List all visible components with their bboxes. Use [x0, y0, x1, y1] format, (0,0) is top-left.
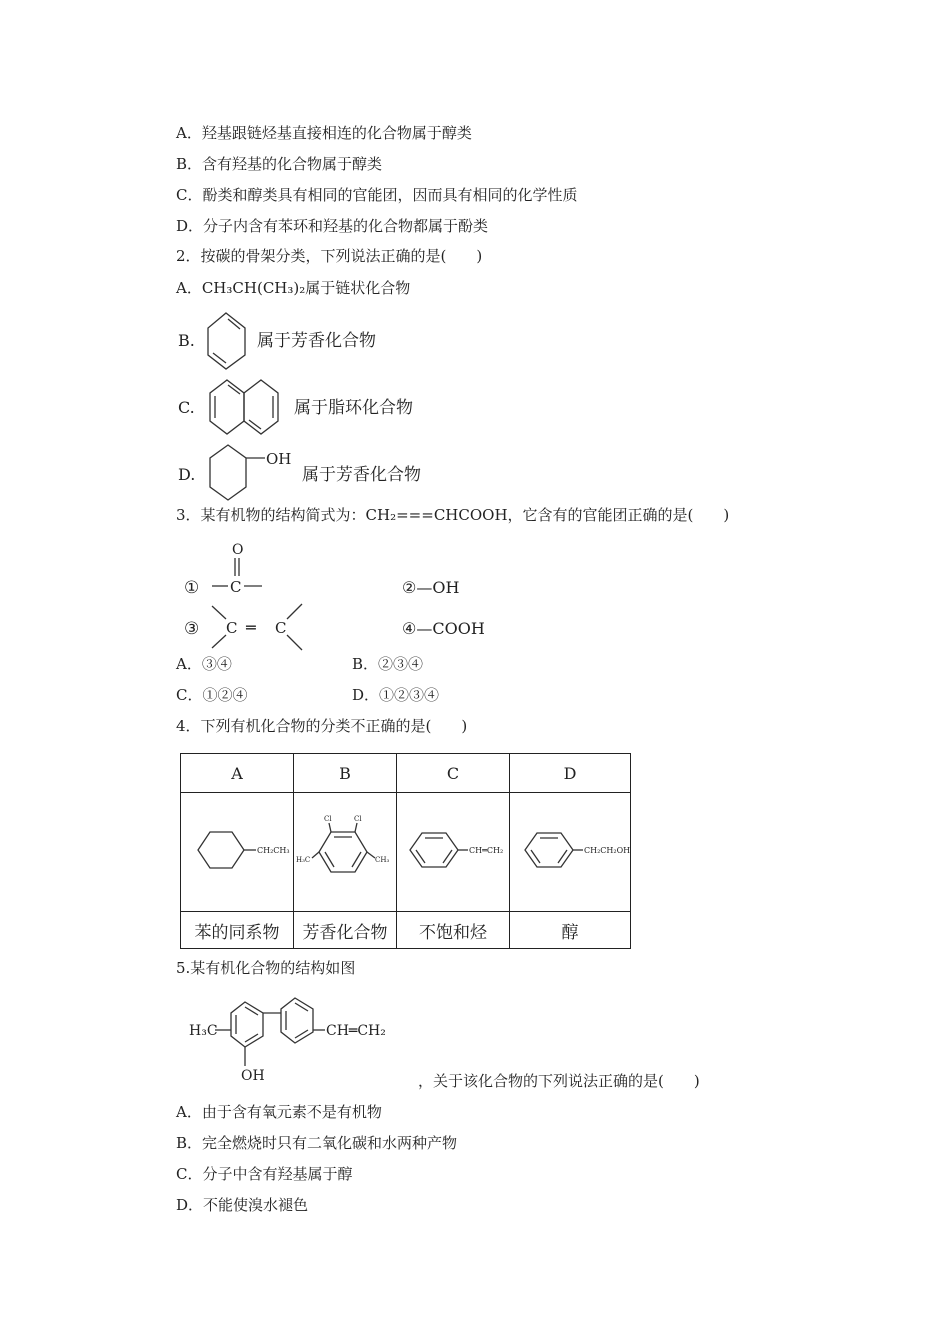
- q3-g1-o: O: [232, 542, 244, 558]
- q4-structure-c-cell: [397, 793, 510, 912]
- q4-sub-b-cl1: Cl: [324, 815, 332, 823]
- q4-stem: 4．下列有机化合物的分类不正确的是( ): [176, 717, 468, 735]
- ring-double-bond: [228, 385, 240, 394]
- q3-stem: 3．某有机物的结构简式为：CH₂===CHCOOH，它含有的官能团正确的是( ): [176, 506, 730, 524]
- q2-option-b-structure: [170, 310, 430, 376]
- q5-option-b: B．完全燃烧时只有二氧化碳和水两种产物: [176, 1134, 458, 1152]
- q4-sub-c: CH═CH₂: [469, 846, 504, 855]
- cl-bond: [355, 823, 357, 832]
- q2-b-text: 属于芳香化合物: [257, 331, 376, 351]
- dichloro-xylene-structure: [295, 810, 395, 890]
- ethylcyclohexane-structure: [182, 810, 292, 890]
- q5-option-d: D．不能使溴水褪色: [176, 1196, 309, 1214]
- q2-d-letter: D.: [178, 465, 196, 484]
- alkene-bond: [212, 635, 226, 648]
- q5-question: ，关于该化合物的下列说法正确的是( ): [418, 1072, 700, 1090]
- alkene-bond: [212, 606, 226, 619]
- q4-class-a: 苯的同系物: [181, 912, 294, 949]
- q3-g3-num: ③: [184, 619, 200, 639]
- alkene-bond: [287, 604, 302, 619]
- q1-option-b: B．含有羟基的化合物属于醇类: [176, 155, 383, 173]
- q4-structure-b-cell: [294, 793, 397, 912]
- q2-option-a: A．CH₃CH(CH₃)₂属于链状化合物: [176, 279, 411, 297]
- cl-bond: [329, 823, 331, 832]
- q3-g3-c1: C: [226, 619, 238, 637]
- q3-g3-c2: C: [275, 619, 287, 637]
- q2-b-letter: B.: [178, 331, 195, 350]
- q3-g1-c: C: [230, 578, 242, 596]
- q2-d-oh: OH: [266, 450, 292, 468]
- cyclohexane-ring: [198, 832, 244, 868]
- q3-g4: ④—COOH: [402, 619, 485, 638]
- q5-h3c: H₃C: [189, 1023, 218, 1039]
- q4-header-b: B: [294, 754, 397, 793]
- q1-option-a: A．羟基跟链烃基直接相连的化合物属于醇类: [176, 124, 472, 142]
- q2-stem: 2．按碳的骨架分类，下列说法正确的是( ): [176, 247, 483, 265]
- q4-class-b: 芳香化合物: [294, 912, 397, 949]
- q2-d-text: 属于芳香化合物: [302, 465, 421, 485]
- q4-sub-b-right: CH₃: [375, 856, 390, 864]
- q3-option-b: B．②③④: [352, 655, 424, 673]
- q1-option-d: D．分子内含有苯环和羟基的化合物都属于酚类: [176, 217, 489, 235]
- q4-sub-a: CH₂CH₃: [257, 846, 290, 855]
- q2-option-d-structure: [170, 440, 450, 506]
- q5-biphenyl-structure: [185, 990, 425, 1085]
- benzene-ring: [319, 832, 367, 872]
- q3-g2: ②—OH: [402, 578, 460, 597]
- q3-option-c: C．①②④: [176, 686, 248, 704]
- q4-structure-d-cell: [510, 793, 631, 912]
- alkene-bond: [287, 635, 302, 650]
- q4-table: [180, 753, 631, 949]
- ring-double-bond: [228, 319, 240, 329]
- phenylethanol-structure: [511, 810, 629, 890]
- q5-vinyl: CH═CH₂: [326, 1023, 386, 1039]
- q4-header-c: C: [397, 754, 510, 793]
- q3-g1-num: ①: [184, 578, 200, 598]
- q3-option-d: D．①②③④: [352, 686, 440, 704]
- q4-class-c: 不饱和烃: [397, 912, 510, 949]
- q5-option-a: A．由于含有氧元素不是有机物: [176, 1103, 382, 1121]
- q4-sub-d: CH₂CH₂OH: [584, 846, 631, 855]
- q4-class-d: 醇: [510, 912, 631, 949]
- q4-structure-a-cell: [181, 793, 294, 912]
- q5-option-c: C．分子中含有羟基属于醇: [176, 1165, 353, 1183]
- q5-stem: 5.某有机化合物的结构如图: [176, 959, 356, 977]
- q2-c-text: 属于脂环化合物: [294, 398, 413, 418]
- styrene-structure: [398, 810, 508, 890]
- q4-sub-b-left: H₃C: [296, 856, 311, 864]
- q3-option-a: A．③④: [176, 655, 232, 673]
- q2-c-letter: C.: [178, 398, 195, 417]
- methyl-bond: [312, 852, 319, 858]
- q3-functional-groups: [180, 536, 520, 656]
- q3-g3-eq: ═: [246, 618, 256, 637]
- cyclohexadiene-ring: [208, 313, 245, 369]
- cyclohexane-ring: [210, 445, 246, 500]
- q4-header-d: D: [510, 754, 631, 793]
- q1-option-c: C．酚类和醇类具有相同的官能团，因而具有相同的化学性质: [176, 186, 578, 204]
- ring-double-bond: [249, 420, 261, 429]
- q2-option-c-structure: [170, 375, 430, 441]
- q4-sub-b-cl2: Cl: [354, 815, 362, 823]
- q5-oh: OH: [241, 1068, 265, 1084]
- q4-header-a: A: [181, 754, 294, 793]
- methyl-bond: [367, 852, 375, 858]
- ring-double-bond: [213, 353, 226, 363]
